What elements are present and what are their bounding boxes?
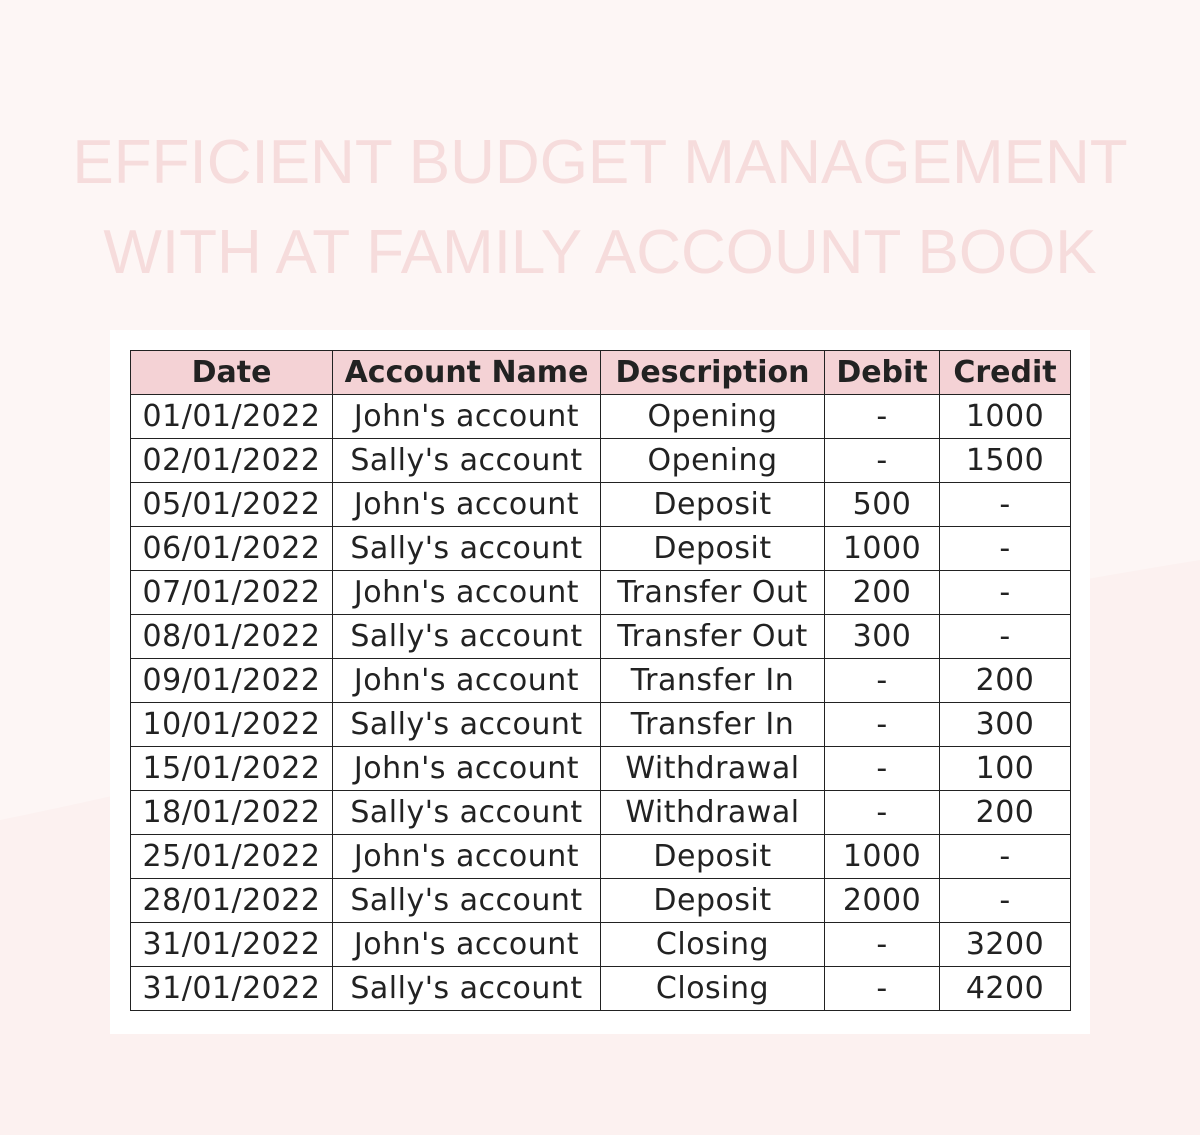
cell-account: Sally's account [333, 615, 601, 659]
cell-description: Deposit [601, 879, 825, 923]
cell-description: Transfer Out [601, 615, 825, 659]
cell-debit: 300 [825, 615, 940, 659]
cell-description: Opening [601, 395, 825, 439]
cell-account: Sally's account [333, 879, 601, 923]
cell-credit: 300 [940, 703, 1071, 747]
cell-debit: 1000 [825, 835, 940, 879]
cell-credit: 1500 [940, 439, 1071, 483]
table-row [131, 923, 1071, 967]
cell-account: Sally's account [333, 967, 601, 1011]
cell-debit: - [825, 395, 940, 439]
cell-date: 15/01/2022 [131, 747, 333, 791]
cell-description: Deposit [601, 483, 825, 527]
table-row [131, 395, 1071, 439]
table-row [131, 747, 1071, 791]
cell-date: 09/01/2022 [131, 659, 333, 703]
table-row [131, 483, 1071, 527]
cell-account: Sally's account [333, 791, 601, 835]
cell-debit: - [825, 923, 940, 967]
cell-debit: - [825, 703, 940, 747]
cell-account: John's account [333, 571, 601, 615]
cell-date: 06/01/2022 [131, 527, 333, 571]
cell-account: John's account [333, 483, 601, 527]
cell-credit: - [940, 483, 1071, 527]
cell-date: 05/01/2022 [131, 483, 333, 527]
cell-date: 31/01/2022 [131, 967, 333, 1011]
cell-debit: - [825, 659, 940, 703]
cell-account: John's account [333, 395, 601, 439]
cell-description: Closing [601, 923, 825, 967]
header-description: Description [601, 351, 825, 395]
cell-description: Closing [601, 967, 825, 1011]
cell-debit: - [825, 791, 940, 835]
title-line-1: EFFICIENT BUDGET MANAGEMENT [72, 128, 1128, 197]
cell-debit: 1000 [825, 527, 940, 571]
cell-credit: - [940, 527, 1071, 571]
cell-credit: - [940, 879, 1071, 923]
cell-date: 02/01/2022 [131, 439, 333, 483]
cell-debit: 500 [825, 483, 940, 527]
cell-credit: 3200 [940, 923, 1071, 967]
cell-account: Sally's account [333, 527, 601, 571]
cell-description: Opening [601, 439, 825, 483]
cell-date: 31/01/2022 [131, 923, 333, 967]
cell-credit: 4200 [940, 967, 1071, 1011]
cell-credit: 200 [940, 659, 1071, 703]
cell-description: Transfer Out [601, 571, 825, 615]
header-account-name: Account Name [333, 351, 601, 395]
cell-credit: 100 [940, 747, 1071, 791]
cell-account: John's account [333, 835, 601, 879]
cell-date: 10/01/2022 [131, 703, 333, 747]
cell-account: John's account [333, 747, 601, 791]
table-row [131, 967, 1071, 1011]
cell-credit: - [940, 615, 1071, 659]
cell-debit: - [825, 747, 940, 791]
cell-description: Transfer In [601, 659, 825, 703]
title-line-2: WITH AT FAMILY ACCOUNT BOOK [103, 218, 1097, 287]
table-row [131, 615, 1071, 659]
header-credit: Credit [940, 351, 1071, 395]
cell-credit: 200 [940, 791, 1071, 835]
cell-account: Sally's account [333, 703, 601, 747]
account-ledger-table [130, 350, 1071, 1011]
cell-debit: - [825, 439, 940, 483]
cell-date: 01/01/2022 [131, 395, 333, 439]
cell-credit: - [940, 835, 1071, 879]
cell-description: Deposit [601, 835, 825, 879]
cell-date: 28/01/2022 [131, 879, 333, 923]
table-row [131, 879, 1071, 923]
cell-debit: 2000 [825, 879, 940, 923]
cell-description: Transfer In [601, 703, 825, 747]
cell-date: 08/01/2022 [131, 615, 333, 659]
cell-description: Deposit [601, 527, 825, 571]
table-row [131, 571, 1071, 615]
table-row [131, 703, 1071, 747]
cell-date: 25/01/2022 [131, 835, 333, 879]
cell-account: John's account [333, 659, 601, 703]
header-debit: Debit [825, 351, 940, 395]
cell-debit: 200 [825, 571, 940, 615]
table-row [131, 439, 1071, 483]
table-row [131, 835, 1071, 879]
header-date: Date [131, 351, 333, 395]
table-header-row [131, 351, 1071, 395]
cell-date: 18/01/2022 [131, 791, 333, 835]
cell-credit: 1000 [940, 395, 1071, 439]
page-title [0, 118, 1200, 298]
table-row [131, 659, 1071, 703]
cell-description: Withdrawal [601, 791, 825, 835]
cell-date: 07/01/2022 [131, 571, 333, 615]
cell-credit: - [940, 571, 1071, 615]
cell-debit: - [825, 967, 940, 1011]
table-row [131, 791, 1071, 835]
table-row [131, 527, 1071, 571]
cell-description: Withdrawal [601, 747, 825, 791]
cell-account: Sally's account [333, 439, 601, 483]
cell-account: John's account [333, 923, 601, 967]
